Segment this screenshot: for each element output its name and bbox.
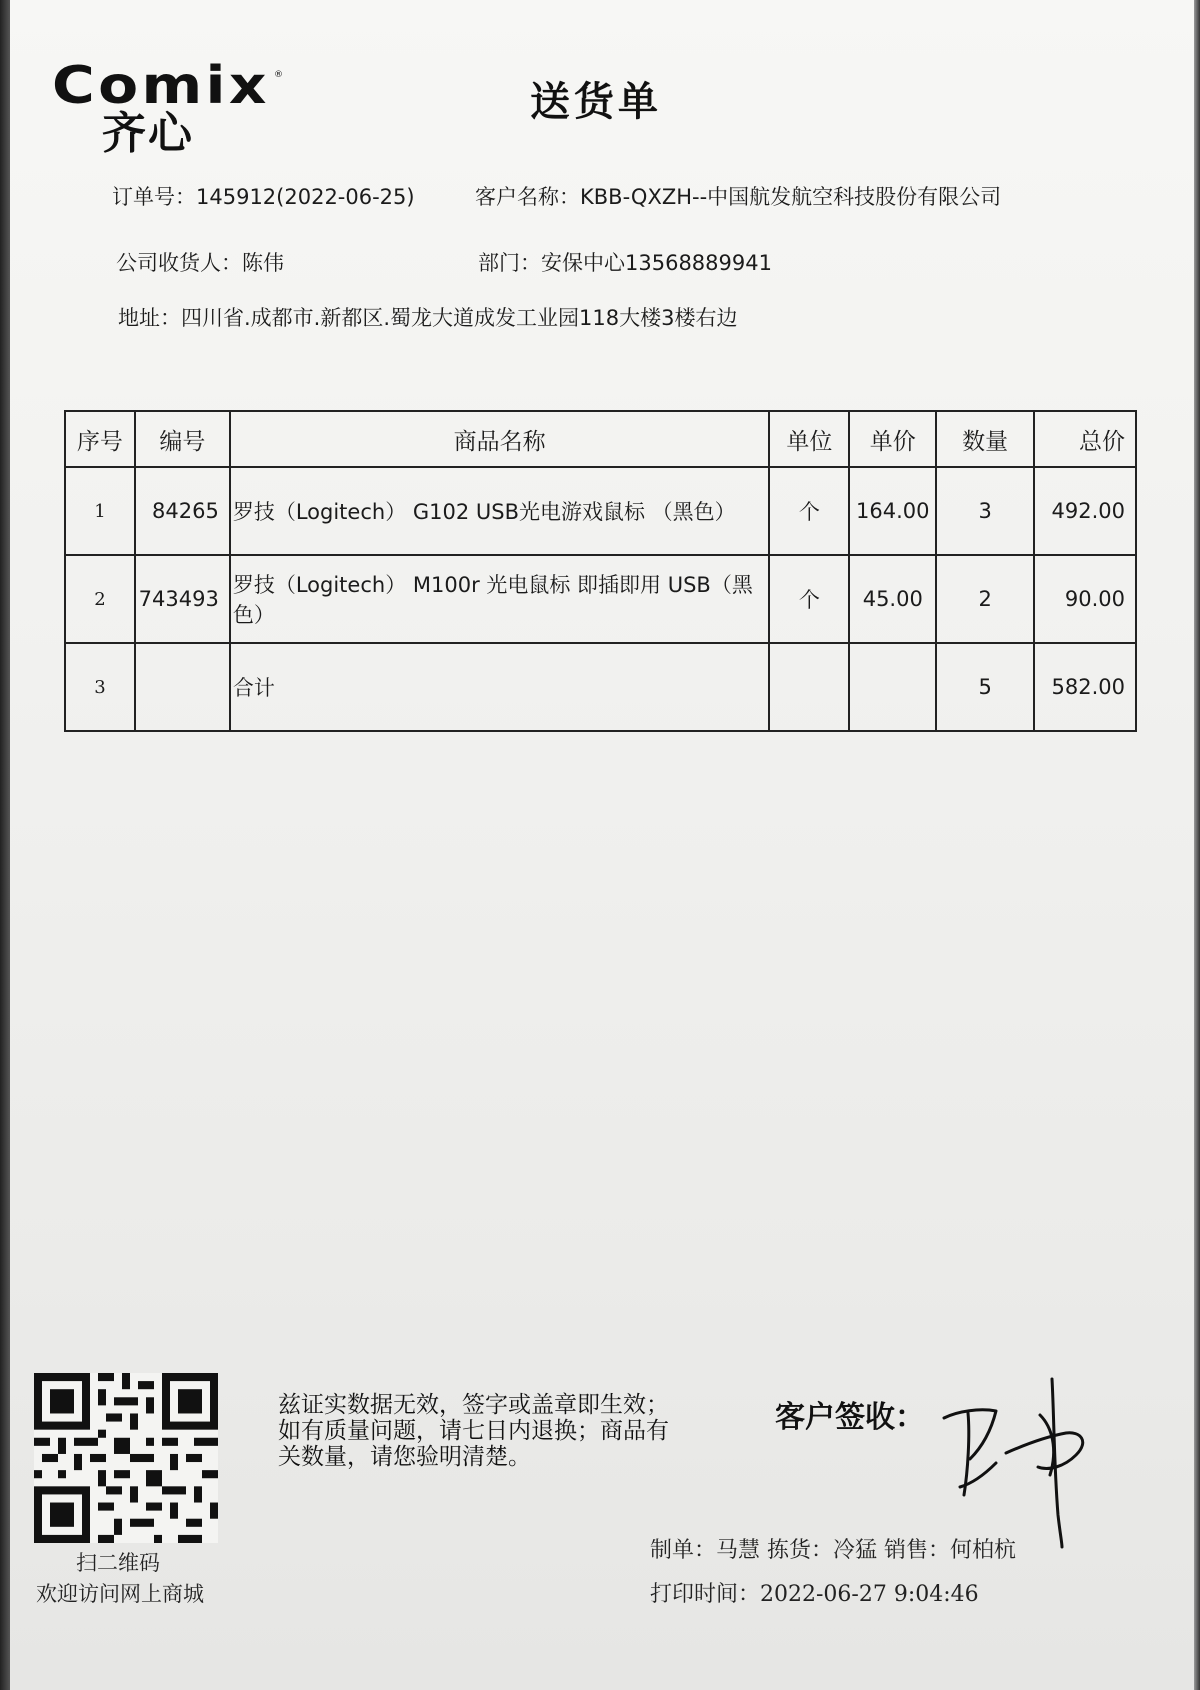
cell-price <box>849 643 936 731</box>
table-row <box>65 643 1136 731</box>
customer-sign-label: 客户签收： <box>775 1400 925 1435</box>
cell-unit: 个 <box>769 467 849 555</box>
cell-total: 492.00 <box>1034 467 1136 555</box>
cell-total: 90.00 <box>1034 555 1136 643</box>
cell-unit <box>769 643 849 731</box>
cell-code: 84265 <box>135 467 230 555</box>
column-header: 总价 <box>1034 411 1136 467</box>
cell-seq: 3 <box>65 643 135 731</box>
column-header: 编号 <box>135 411 230 467</box>
cell-seq: 2 <box>65 555 135 643</box>
document-title: 送货单 <box>530 79 662 125</box>
page-edge-right <box>1194 0 1200 1690</box>
qr-caption-mall: 欢迎访问网上商城 <box>36 1582 204 1606</box>
table-header-row <box>65 411 1136 467</box>
cell-total: 582.00 <box>1034 643 1136 731</box>
logo-registered-mark: ® <box>274 70 283 80</box>
cell-name: 罗技（Logitech） M100r 光电鼠标 即插即用 USB（黑色） <box>230 555 770 643</box>
cell-name: 合计 <box>230 643 770 731</box>
comix-logo <box>52 56 283 160</box>
column-header: 单价 <box>849 411 936 467</box>
column-header: 序号 <box>65 411 135 467</box>
cell-unit: 个 <box>769 555 849 643</box>
cell-price: 164.00 <box>849 467 936 555</box>
cell-code <box>135 643 230 731</box>
print-time: 打印时间：2022-06-27 9:04:46 <box>650 1582 979 1607</box>
cell-qty: 5 <box>936 643 1034 731</box>
cell-seq: 1 <box>65 467 135 555</box>
cell-price: 45.00 <box>849 555 936 643</box>
department: 部门：安保中心13568889941 <box>478 251 772 275</box>
cell-qty: 3 <box>936 467 1034 555</box>
qr-caption-scan: 扫二维码 <box>76 1551 160 1575</box>
customer-name: 客户名称：KBB-QXZH--中国航发航空科技股份有限公司 <box>475 185 1002 209</box>
column-header: 商品名称 <box>230 411 770 467</box>
cell-code: 743493 <box>135 555 230 643</box>
receiver-name: 公司收货人：陈伟 <box>116 251 284 275</box>
column-header: 数量 <box>936 411 1034 467</box>
order-number: 订单号：145912(2022-06-25) <box>112 185 415 209</box>
logo-brand-cn: 齐心 <box>102 108 194 159</box>
staff-info: 制单：马慧 拣货：冷猛 销售：何柏杭 <box>650 1538 1016 1563</box>
handwritten-signature <box>940 1375 1140 1550</box>
notice-text: 兹证实数据无效，签字或盖章即生效；如有质量问题，请七日内退换；商品有关数量，请您验明清楚。 <box>278 1392 669 1470</box>
qr-code-icon <box>34 1373 218 1543</box>
logo-brand-en: Comix <box>52 56 270 116</box>
table-row <box>65 555 1136 643</box>
column-header: 单位 <box>769 411 849 467</box>
items-table <box>64 410 1137 732</box>
delivery-address: 地址：四川省.成都市.新都区.蜀龙大道成发工业园118大楼3楼右边 <box>118 306 738 330</box>
cell-name: 罗技（Logitech） G102 USB光电游戏鼠标 （黑色） <box>230 467 770 555</box>
page-edge-left <box>0 0 10 1690</box>
table-row <box>65 467 1136 555</box>
cell-qty: 2 <box>936 555 1034 643</box>
